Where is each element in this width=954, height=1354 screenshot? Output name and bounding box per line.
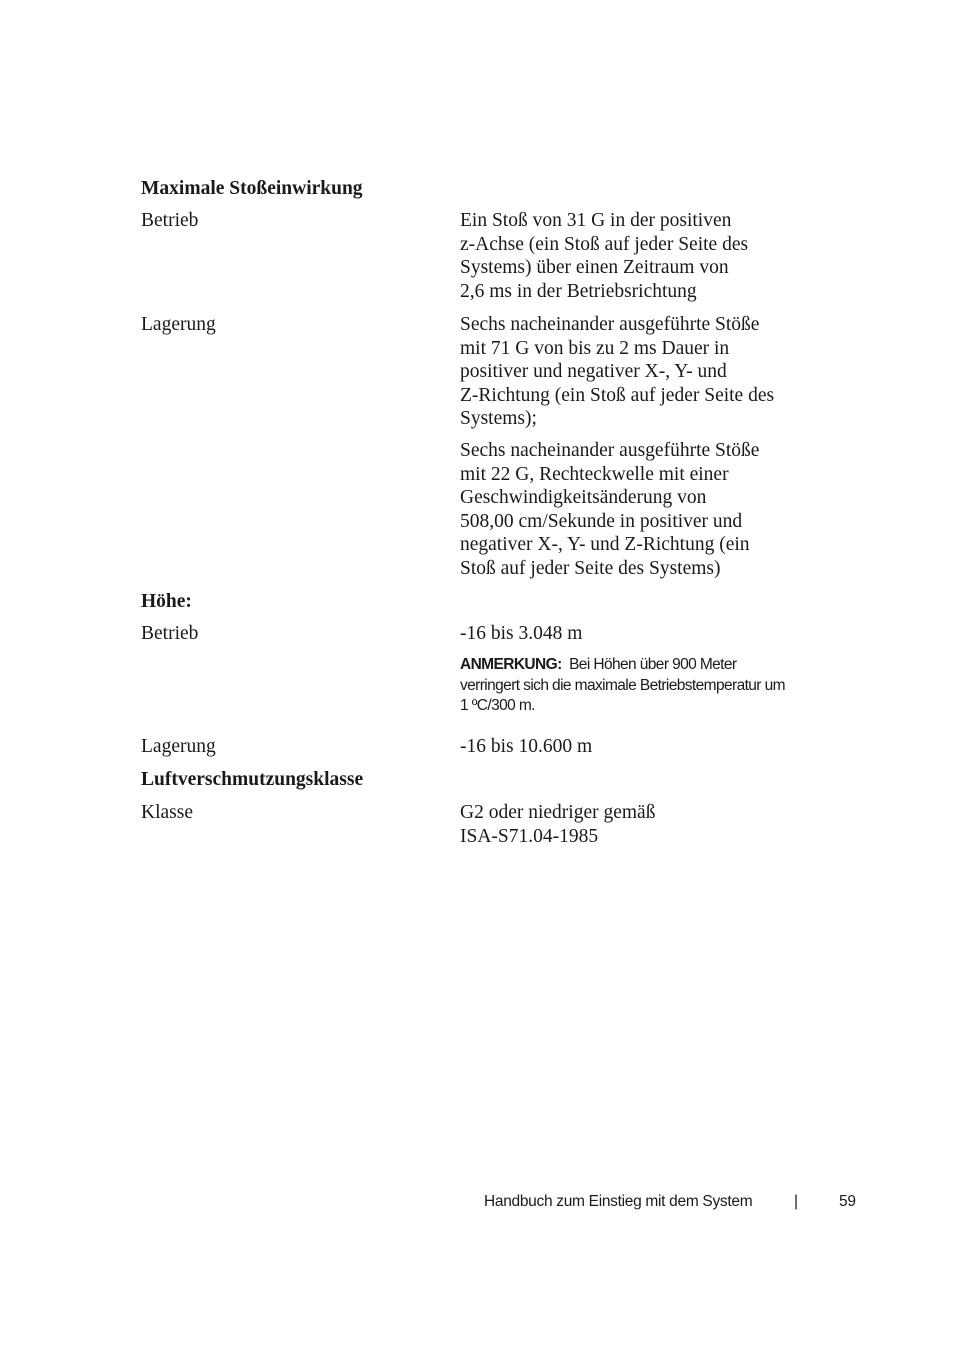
section-heading-contamination: Luftverschmutzungsklasse bbox=[141, 769, 364, 790]
contamination-class-label: Klasse bbox=[141, 802, 193, 823]
section-heading-shock: Maximale Stoßeinwirkung bbox=[141, 178, 363, 199]
shock-storage-value-1: Sechs nacheinander ausgeführte Stöße mit 71 G von bis zu 2 ms Dauer in positiver und negativer X-, Y- und Z-Richtung (ein Stoß auf jeder Seite des Systems); bbox=[460, 314, 775, 429]
altitude-operation-value: -16 bis 3.048 m bbox=[460, 623, 583, 644]
altitude-operation-label: Betrieb bbox=[141, 623, 199, 644]
shock-operation-value: Ein Stoß von 31 G in der positiven z-Achse (ein Stoß auf jeder Seite des Systems) über einen Zeitraum von 2,6 ms in der Betriebsrichtung bbox=[460, 210, 749, 302]
shock-operation-label: Betrieb bbox=[141, 210, 199, 231]
section-heading-altitude: Höhe: bbox=[141, 591, 192, 612]
footer-page-number: 59 bbox=[839, 1193, 856, 1210]
note-label: ANMERKUNG: bbox=[460, 656, 562, 673]
footer-separator: | bbox=[794, 1193, 798, 1210]
shock-storage-value-2: Sechs nacheinander ausgeführte Stöße mit 22 G, Rechteckwelle mit einer Geschwindigkeitsänderung von 508,00 cm/Sekunde in positiver und negativer X-, Y- und Z-Richtung (ein Stoß auf jeder Seite des Systems) bbox=[460, 440, 760, 579]
altitude-storage-value: -16 bis 10.600 m bbox=[460, 736, 593, 757]
contamination-class-value: G2 oder niedriger gemäß ISA-S71.04-1985 bbox=[460, 802, 656, 847]
altitude-note bbox=[460, 655, 840, 717]
shock-storage-label: Lagerung bbox=[141, 314, 216, 335]
footer-title: Handbuch zum Einstieg mit dem System bbox=[484, 1193, 753, 1210]
altitude-storage-label: Lagerung bbox=[141, 736, 216, 757]
note-text: Bei Höhen über 900 Meter verringert sich die maximale Betriebstemperatur um 1 ºC/300 m. bbox=[460, 656, 785, 714]
